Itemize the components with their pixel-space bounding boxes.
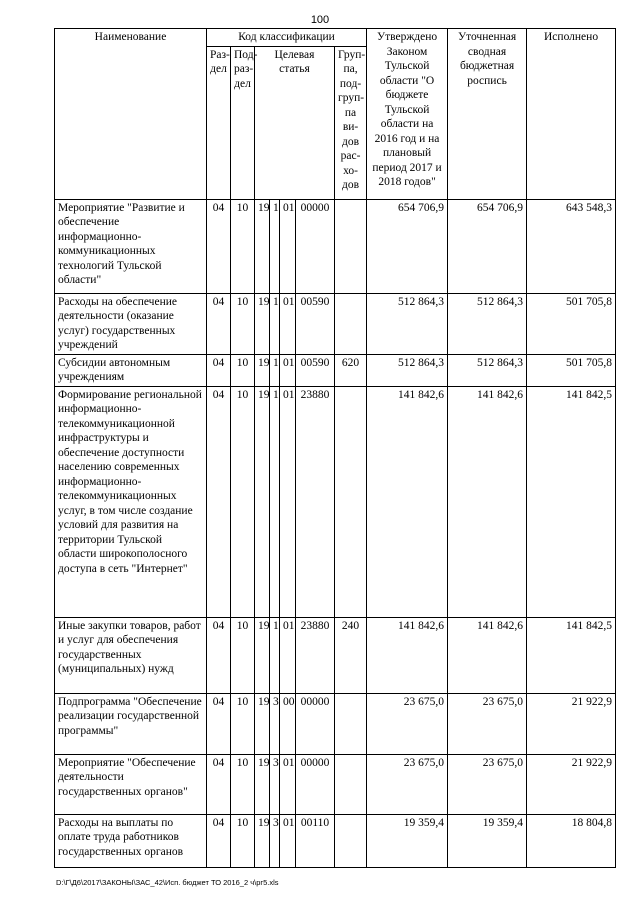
- row-expense-group: [335, 386, 367, 617]
- row-name: Иные закупки товаров, работ и услуг для обеспечения государственных (муниципальных) нужд: [55, 617, 207, 693]
- row-executed: 141 842,5: [527, 617, 616, 693]
- row-section: 04: [207, 293, 231, 354]
- table-row: [55, 293, 616, 354]
- row-target-article-direction: 00590: [296, 293, 335, 354]
- row-approved: 141 842,6: [367, 617, 448, 693]
- table-row: [55, 693, 616, 754]
- row-section: 04: [207, 754, 231, 814]
- row-section: 04: [207, 354, 231, 386]
- row-target-article-subprogram: 3: [270, 693, 280, 754]
- row-target-article-direction: 00000: [296, 754, 335, 814]
- row-expense-group: [335, 814, 367, 867]
- row-expense-group: 240: [335, 617, 367, 693]
- row-approved: 512 864,3: [367, 293, 448, 354]
- row-subsection: 10: [231, 754, 255, 814]
- row-subsection: 10: [231, 293, 255, 354]
- header-name: Наименование: [55, 29, 207, 200]
- row-section: 04: [207, 693, 231, 754]
- row-section: 04: [207, 814, 231, 867]
- header-section: Раз-дел: [207, 46, 231, 199]
- row-refined: 19 359,4: [448, 814, 527, 867]
- row-expense-group: [335, 293, 367, 354]
- row-target-article-subprogram: 3: [270, 754, 280, 814]
- table-row: [55, 754, 616, 814]
- row-subsection: 10: [231, 814, 255, 867]
- row-refined: 23 675,0: [448, 754, 527, 814]
- row-subsection: 10: [231, 693, 255, 754]
- header-classification: Код классификации: [207, 29, 367, 47]
- row-executed: 18 804,8: [527, 814, 616, 867]
- row-target-article-program: 19: [255, 293, 270, 354]
- row-subsection: 10: [231, 386, 255, 617]
- header-executed: Исполнено: [527, 29, 616, 200]
- row-executed: 501 705,8: [527, 293, 616, 354]
- row-target-article-program: 19: [255, 814, 270, 867]
- row-target-article-program: 19: [255, 754, 270, 814]
- row-target-article-event: 01: [280, 293, 296, 354]
- row-refined: 512 864,3: [448, 354, 527, 386]
- footer-file-path: D:\Г\Д6\2017\ЗАКОНЫ\ЗАС_42\Исп. бюджет ТО 2016_2 ч\рг5.xls: [56, 878, 279, 887]
- row-refined: 141 842,6: [448, 386, 527, 617]
- header-approved: Утверждено Законом Тульской области "О бюджете Тульской области на 2016 год и на плановый период 2017 и 2018 годов": [367, 29, 448, 200]
- page-number: 100: [310, 14, 330, 26]
- row-name: Расходы на обеспечение деятельности (оказание услуг) государственных учреждений: [55, 293, 207, 354]
- row-approved: 23 675,0: [367, 693, 448, 754]
- budget-table: [54, 28, 616, 868]
- row-name: Мероприятие "Обеспечение деятельности государственных органов": [55, 754, 207, 814]
- row-subsection: 10: [231, 617, 255, 693]
- row-target-article-program: 19: [255, 693, 270, 754]
- row-subsection: 10: [231, 199, 255, 293]
- row-target-article-event: 01: [280, 754, 296, 814]
- row-target-article-direction: 23880: [296, 617, 335, 693]
- row-refined: 512 864,3: [448, 293, 527, 354]
- row-approved: 512 864,3: [367, 354, 448, 386]
- row-approved: 23 675,0: [367, 754, 448, 814]
- row-target-article-subprogram: 1: [270, 386, 280, 617]
- header-target-article: Целевая статья: [255, 46, 335, 199]
- row-section: 04: [207, 199, 231, 293]
- row-name: Мероприятие "Развитие и обеспечение информационно-коммуникационных технологий Тульской области": [55, 199, 207, 293]
- table-row: [55, 354, 616, 386]
- row-section: 04: [207, 617, 231, 693]
- row-target-article-program: 19: [255, 354, 270, 386]
- header-expense-group: Груп-па, под-груп-па ви-дов рас-хо-дов: [335, 46, 367, 199]
- row-target-article-subprogram: 1: [270, 293, 280, 354]
- row-target-article-direction: 00000: [296, 693, 335, 754]
- row-expense-group: 620: [335, 354, 367, 386]
- row-executed: 141 842,5: [527, 386, 616, 617]
- row-subsection: 10: [231, 354, 255, 386]
- row-target-article-subprogram: 3: [270, 814, 280, 867]
- row-expense-group: [335, 754, 367, 814]
- row-approved: 654 706,9: [367, 199, 448, 293]
- table-row: [55, 617, 616, 693]
- table-row: [55, 814, 616, 867]
- row-executed: 21 922,9: [527, 754, 616, 814]
- row-target-article-subprogram: 1: [270, 199, 280, 293]
- row-target-article-program: 19: [255, 199, 270, 293]
- header-subsection: Под-раз-дел: [231, 46, 255, 199]
- row-name: Подпрограмма "Обеспечение реализации государственной программы": [55, 693, 207, 754]
- row-name: Расходы на выплаты по оплате труда работников государственных органов: [55, 814, 207, 867]
- row-executed: 21 922,9: [527, 693, 616, 754]
- row-executed: 501 705,8: [527, 354, 616, 386]
- row-refined: 654 706,9: [448, 199, 527, 293]
- row-approved: 141 842,6: [367, 386, 448, 617]
- row-target-article-event: 01: [280, 386, 296, 617]
- row-target-article-event: 01: [280, 199, 296, 293]
- row-target-article-event: 01: [280, 617, 296, 693]
- row-section: 04: [207, 386, 231, 617]
- row-target-article-event: 01: [280, 354, 296, 386]
- row-target-article-program: 19: [255, 386, 270, 617]
- row-expense-group: [335, 693, 367, 754]
- header-refined: Уточненная сводная бюджетная роспись: [448, 29, 527, 200]
- row-name: Субсидии автономным учреждениям: [55, 354, 207, 386]
- row-target-article-program: 19: [255, 617, 270, 693]
- row-refined: 23 675,0: [448, 693, 527, 754]
- row-target-article-direction: 00590: [296, 354, 335, 386]
- row-refined: 141 842,6: [448, 617, 527, 693]
- row-name: Формирование региональной информационно-телекоммуникационной инфраструктуры и обеспечение доступности населению современных информационно-телекоммуникационных услуг, в том числе создание условий для развития на территории Тульской области широкополосного доступа в сеть "Интернет": [55, 386, 207, 617]
- row-target-article-subprogram: 1: [270, 354, 280, 386]
- row-target-article-subprogram: 1: [270, 617, 280, 693]
- row-target-article-event: 00: [280, 693, 296, 754]
- table-row: [55, 199, 616, 293]
- row-approved: 19 359,4: [367, 814, 448, 867]
- row-executed: 643 548,3: [527, 199, 616, 293]
- table-row: [55, 386, 616, 617]
- row-target-article-event: 01: [280, 814, 296, 867]
- row-target-article-direction: 00110: [296, 814, 335, 867]
- row-target-article-direction: 23880: [296, 386, 335, 617]
- row-expense-group: [335, 199, 367, 293]
- row-target-article-direction: 00000: [296, 199, 335, 293]
